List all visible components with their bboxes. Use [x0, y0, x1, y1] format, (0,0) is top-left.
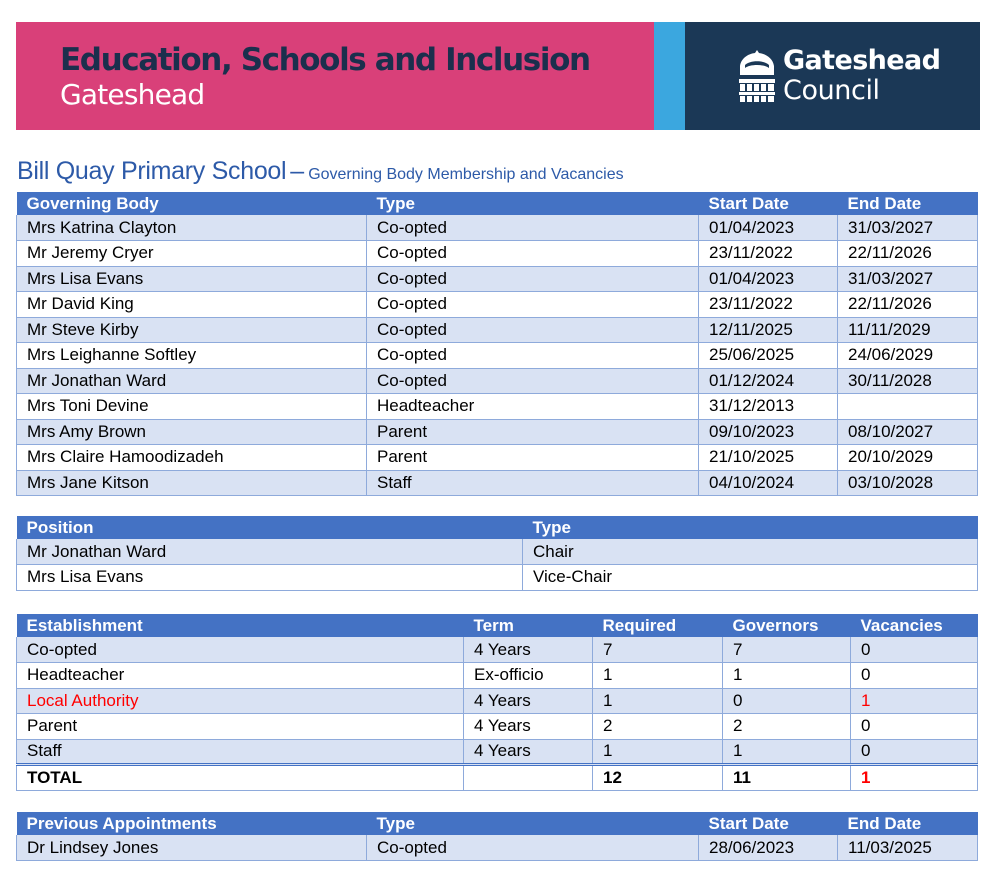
total-cell: 11: [723, 765, 851, 791]
table-row: [17, 445, 978, 471]
previous-appointments-table: [16, 812, 978, 861]
table-cell: 01/04/2023: [699, 215, 838, 241]
table-cell: Co-opted: [367, 317, 699, 343]
banner-divider-stripe: [654, 22, 685, 130]
total-cell: 1: [851, 765, 978, 791]
table-cell: 1: [851, 688, 978, 714]
total-cell: TOTAL: [17, 765, 464, 791]
table-cell: 4 Years: [464, 739, 593, 765]
page-title: [17, 157, 624, 186]
table-header-row: [17, 192, 978, 215]
table-row: [17, 739, 978, 765]
establishment-table: [16, 614, 978, 791]
table-cell: 2: [593, 714, 723, 740]
table-cell: Parent: [367, 419, 699, 445]
department-subtitle: Gateshead: [60, 78, 205, 111]
table-header-row: [17, 614, 978, 637]
table-cell: Mrs Leighanne Softley: [17, 343, 367, 369]
table-row: [17, 470, 978, 496]
table-cell: 1: [723, 663, 851, 689]
table-cell: 08/10/2027: [838, 419, 978, 445]
council-logo: [685, 22, 980, 130]
table-cell: Co-opted: [367, 292, 699, 318]
table-cell: 22/11/2026: [838, 241, 978, 267]
table-cell: Staff: [367, 470, 699, 496]
table-cell: 21/10/2025: [699, 445, 838, 471]
header-banner: [16, 22, 980, 130]
table-cell: 03/10/2028: [838, 470, 978, 496]
table-cell: Co-opted: [367, 835, 699, 861]
table-cell: 0: [851, 739, 978, 765]
table-cell: 11/11/2029: [838, 317, 978, 343]
table-cell: Co-opted: [367, 343, 699, 369]
table-row: [17, 539, 978, 565]
column-header: Governors: [723, 614, 851, 637]
table-cell: 1: [593, 688, 723, 714]
table-cell: Co-opted: [17, 637, 464, 663]
table-row: [17, 317, 978, 343]
total-cell: 12: [593, 765, 723, 791]
table-cell: Co-opted: [367, 215, 699, 241]
table-cell: 12/11/2025: [699, 317, 838, 343]
table-cell: Mr Jeremy Cryer: [17, 241, 367, 267]
column-header: Start Date: [699, 812, 838, 835]
table-cell: 0: [851, 714, 978, 740]
table-cell: 20/10/2029: [838, 445, 978, 471]
table-cell: Headteacher: [367, 394, 699, 420]
table-row: [17, 637, 978, 663]
table-row: [17, 688, 978, 714]
table-cell: 01/12/2024: [699, 368, 838, 394]
table-header-row: [17, 812, 978, 835]
logo-text-gateshead: Gateshead: [783, 45, 941, 76]
table-header-row: [17, 516, 978, 539]
table-row: [17, 343, 978, 369]
table-cell: 31/03/2027: [838, 215, 978, 241]
table-cell: 09/10/2023: [699, 419, 838, 445]
table-cell: 1: [593, 739, 723, 765]
table-cell: 23/11/2022: [699, 241, 838, 267]
column-header: Position: [17, 516, 523, 539]
table-cell: Mr Jonathan Ward: [17, 539, 523, 565]
table-cell: Mrs Lisa Evans: [17, 266, 367, 292]
logo-text-council: Council: [783, 75, 880, 106]
table-cell: 22/11/2026: [838, 292, 978, 318]
table-cell: Co-opted: [367, 266, 699, 292]
school-name: Bill Quay Primary School: [17, 157, 287, 185]
column-header: Term: [464, 614, 593, 637]
column-header: Required: [593, 614, 723, 637]
column-header: Governing Body: [17, 192, 367, 215]
table-cell: 4 Years: [464, 714, 593, 740]
table-cell: Mrs Jane Kitson: [17, 470, 367, 496]
table-row: [17, 835, 978, 861]
column-header: Previous Appointments: [17, 812, 367, 835]
table-cell: 0: [723, 688, 851, 714]
table-cell: Parent: [17, 714, 464, 740]
table-cell: Mrs Toni Devine: [17, 394, 367, 420]
column-header: Vacancies: [851, 614, 978, 637]
governing-body-table: [16, 192, 978, 496]
table-row: [17, 266, 978, 292]
table-cell: 4 Years: [464, 637, 593, 663]
column-header: Type: [367, 812, 699, 835]
table-row: [17, 565, 978, 591]
column-header: Type: [523, 516, 978, 539]
table-cell: 1: [593, 663, 723, 689]
department-title: Education, Schools and Inclusion: [60, 42, 590, 78]
table-row: [17, 368, 978, 394]
column-header: Start Date: [699, 192, 838, 215]
table-cell: 7: [723, 637, 851, 663]
column-header: Type: [367, 192, 699, 215]
table-cell: 31/12/2013: [699, 394, 838, 420]
table-cell: Chair: [523, 539, 978, 565]
table-row: [17, 419, 978, 445]
table-cell: Headteacher: [17, 663, 464, 689]
table-cell: 11/03/2025: [838, 835, 978, 861]
council-building-icon: [737, 48, 777, 104]
table-cell: Dr Lindsey Jones: [17, 835, 367, 861]
table-row: [17, 215, 978, 241]
table-row: [17, 663, 978, 689]
table-cell: Mrs Amy Brown: [17, 419, 367, 445]
table-cell: Mr Jonathan Ward: [17, 368, 367, 394]
total-cell: [464, 765, 593, 791]
table-cell: Mr David King: [17, 292, 367, 318]
table-cell: 31/03/2027: [838, 266, 978, 292]
table-cell: Co-opted: [367, 241, 699, 267]
table-cell: 28/06/2023: [699, 835, 838, 861]
positions-table: [16, 516, 978, 591]
column-header: End Date: [838, 812, 978, 835]
table-cell: 0: [851, 637, 978, 663]
table-cell: 30/11/2028: [838, 368, 978, 394]
table-cell: [838, 394, 978, 420]
total-row: [17, 765, 978, 791]
department-banner: [16, 22, 654, 130]
table-cell: Parent: [367, 445, 699, 471]
table-cell: Mrs Claire Hamoodizadeh: [17, 445, 367, 471]
table-cell: Vice-Chair: [523, 565, 978, 591]
table-row: [17, 394, 978, 420]
table-row: [17, 241, 978, 267]
table-cell: 0: [851, 663, 978, 689]
table-cell: Mrs Lisa Evans: [17, 565, 523, 591]
title-dash: –: [290, 157, 305, 185]
table-cell: 24/06/2029: [838, 343, 978, 369]
table-cell: Local Authority: [17, 688, 464, 714]
table-cell: Mrs Katrina Clayton: [17, 215, 367, 241]
table-cell: 1: [723, 739, 851, 765]
table-row: [17, 292, 978, 318]
column-header: End Date: [838, 192, 978, 215]
table-cell: 4 Years: [464, 688, 593, 714]
table-cell: 01/04/2023: [699, 266, 838, 292]
table-cell: 25/06/2025: [699, 343, 838, 369]
table-cell: Ex-officio: [464, 663, 593, 689]
table-cell: 2: [723, 714, 851, 740]
column-header: Establishment: [17, 614, 464, 637]
table-cell: 04/10/2024: [699, 470, 838, 496]
page-subtitle: Governing Body Membership and Vacancies: [308, 166, 624, 183]
table-cell: Staff: [17, 739, 464, 765]
table-cell: Mr Steve Kirby: [17, 317, 367, 343]
table-cell: 23/11/2022: [699, 292, 838, 318]
table-cell: 7: [593, 637, 723, 663]
table-row: [17, 714, 978, 740]
table-cell: Co-opted: [367, 368, 699, 394]
